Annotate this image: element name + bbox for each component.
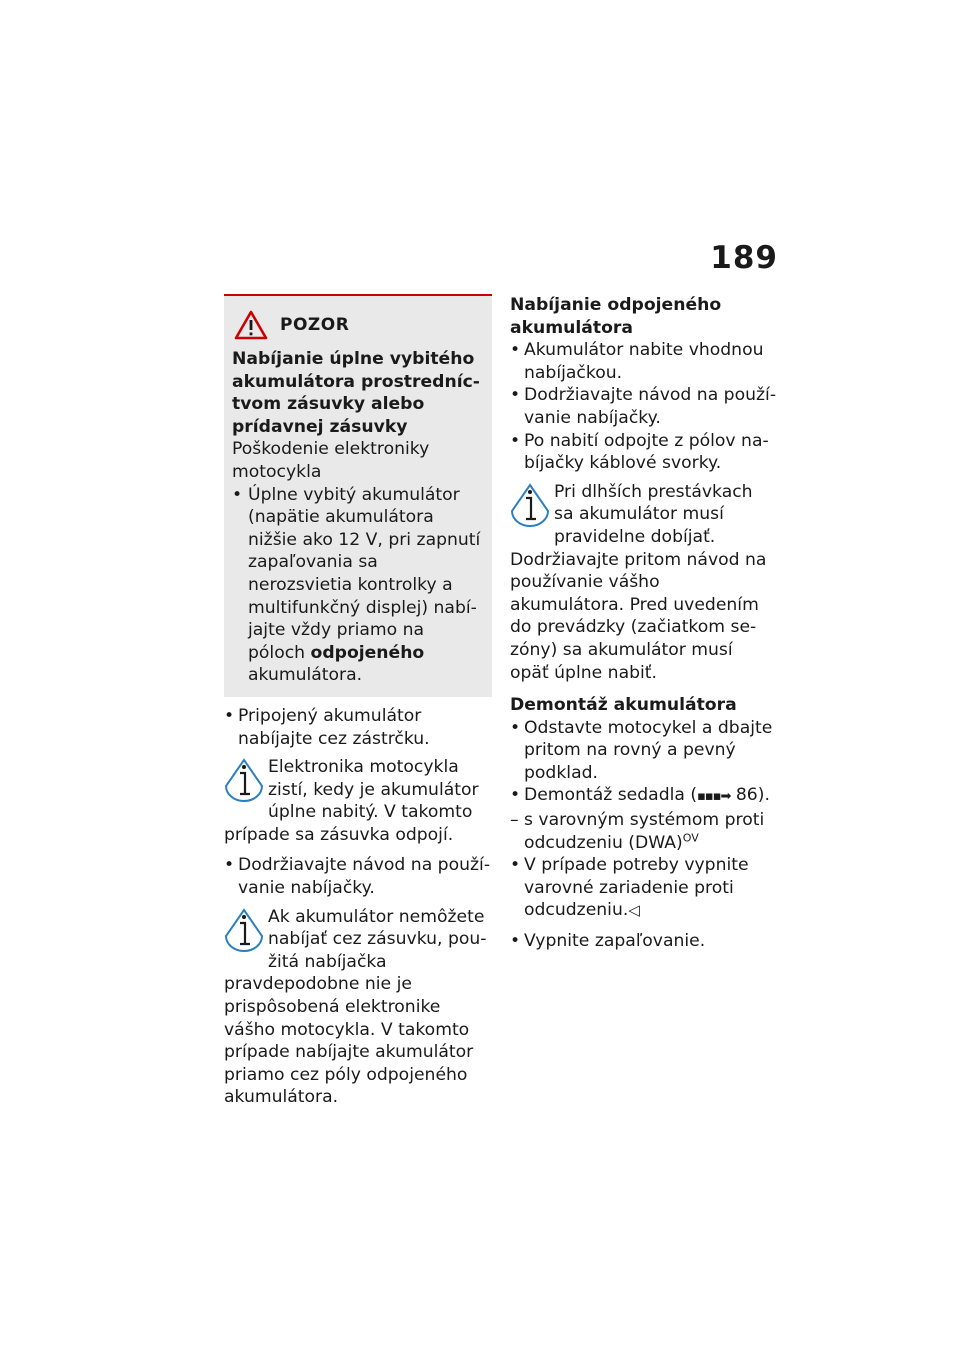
- info-note-text: Elektronika motocykla zistí, kedy je akumulátor úplne nabitý. V takomto prípade sa zásuvka odpojí.: [224, 757, 479, 845]
- info-note: [224, 756, 492, 846]
- list-item-text: Demontáž sedadla (: [524, 785, 698, 806]
- list-item: [510, 784, 776, 809]
- warning-bullet: [232, 484, 484, 687]
- list-item-text-end: 86).: [730, 785, 770, 806]
- warning-title: POZOR: [280, 314, 350, 335]
- option-superscript: OV: [682, 830, 699, 844]
- info-note: [510, 481, 776, 684]
- warning-heading: Nabíjanie úplne vybitého akumulátora prostredníctvom zásuvky alebo prídavnej zásuvky: [232, 349, 480, 437]
- info-icon: [510, 483, 550, 527]
- list-item: [510, 854, 776, 922]
- info-note: [224, 906, 492, 1109]
- condition-item: [510, 809, 776, 854]
- left-column: [224, 294, 492, 1109]
- info-icon: [224, 908, 264, 952]
- list-item-text: V prípade potreby vypnite varovné zariadenie proti odcudzeniu.: [524, 855, 749, 921]
- list-item: • Dodržiavajte návod na používanie nabíjačky.: [224, 854, 492, 899]
- warning-box: [224, 294, 492, 697]
- info-note-text: Pri dlhších prestávkach sa akumulátor musí pravidelne dobíjať. Dodržiavajte pritom návod na používanie vášho akumulátora. Pred uvedením do prevádzky (začiatkom sezóny) sa akumulátor musí opäť úplne nabiť.: [510, 481, 767, 683]
- warning-bullet-bold: odpojeného: [310, 642, 425, 663]
- list-item: • Po nabití odpojte z pólov nabíjačky káblové svorky.: [510, 430, 776, 475]
- section-heading-charging: Nabíjanie odpojeného akumulátora: [510, 295, 722, 338]
- info-note-text: Ak akumulátor nemôžete nabíjať cez zásuvku, použitá nabíjačka pravdepodobne nie je prispôsobená elektronike vášho motocykla. V takomto prípade nabíjajte akumulátor priamo cez póly odpojeného akumulátora.: [224, 906, 487, 1108]
- page-reference-arrow-icon: ▪▪▪➡: [697, 789, 731, 805]
- list-item: • Pripojený akumulátor nabíjajte cez zástrčku.: [224, 705, 492, 750]
- section-heading-removal: Demontáž akumulátora: [510, 695, 737, 716]
- warning-triangle-icon: [234, 310, 268, 340]
- warning-bullet-text: Úplne vybitý akumulátor (napätie akumulátora nižšie ako 12 V, pri zapnutí zapaľovania sa nerozsvietia kontrolky a multifunkčný displej) nabíjajte vždy priamo na póloch: [248, 484, 481, 663]
- list-item: • Vypnite zapaľovanie.: [510, 930, 776, 953]
- page-number: 189: [710, 240, 778, 276]
- right-column: [510, 294, 776, 953]
- warning-bullet-end: akumulátora.: [248, 665, 363, 686]
- list-item: • Akumulátor nabite vhodnou nabíjačkou.: [510, 339, 776, 384]
- warning-header: [234, 310, 484, 340]
- info-icon: [224, 758, 264, 802]
- list-item: • Odstavte motocykel a dbajte pritom na rovný a pevný podklad.: [510, 717, 776, 785]
- condition-text: s varovným systémom proti odcudzeniu (DWA): [524, 810, 765, 853]
- list-item: • Dodržiavajte návod na používanie nabíjačky.: [510, 384, 776, 429]
- end-of-section-icon: ◁: [628, 901, 640, 920]
- warning-text: Poškodenie elektroniky motocykla: [232, 439, 430, 482]
